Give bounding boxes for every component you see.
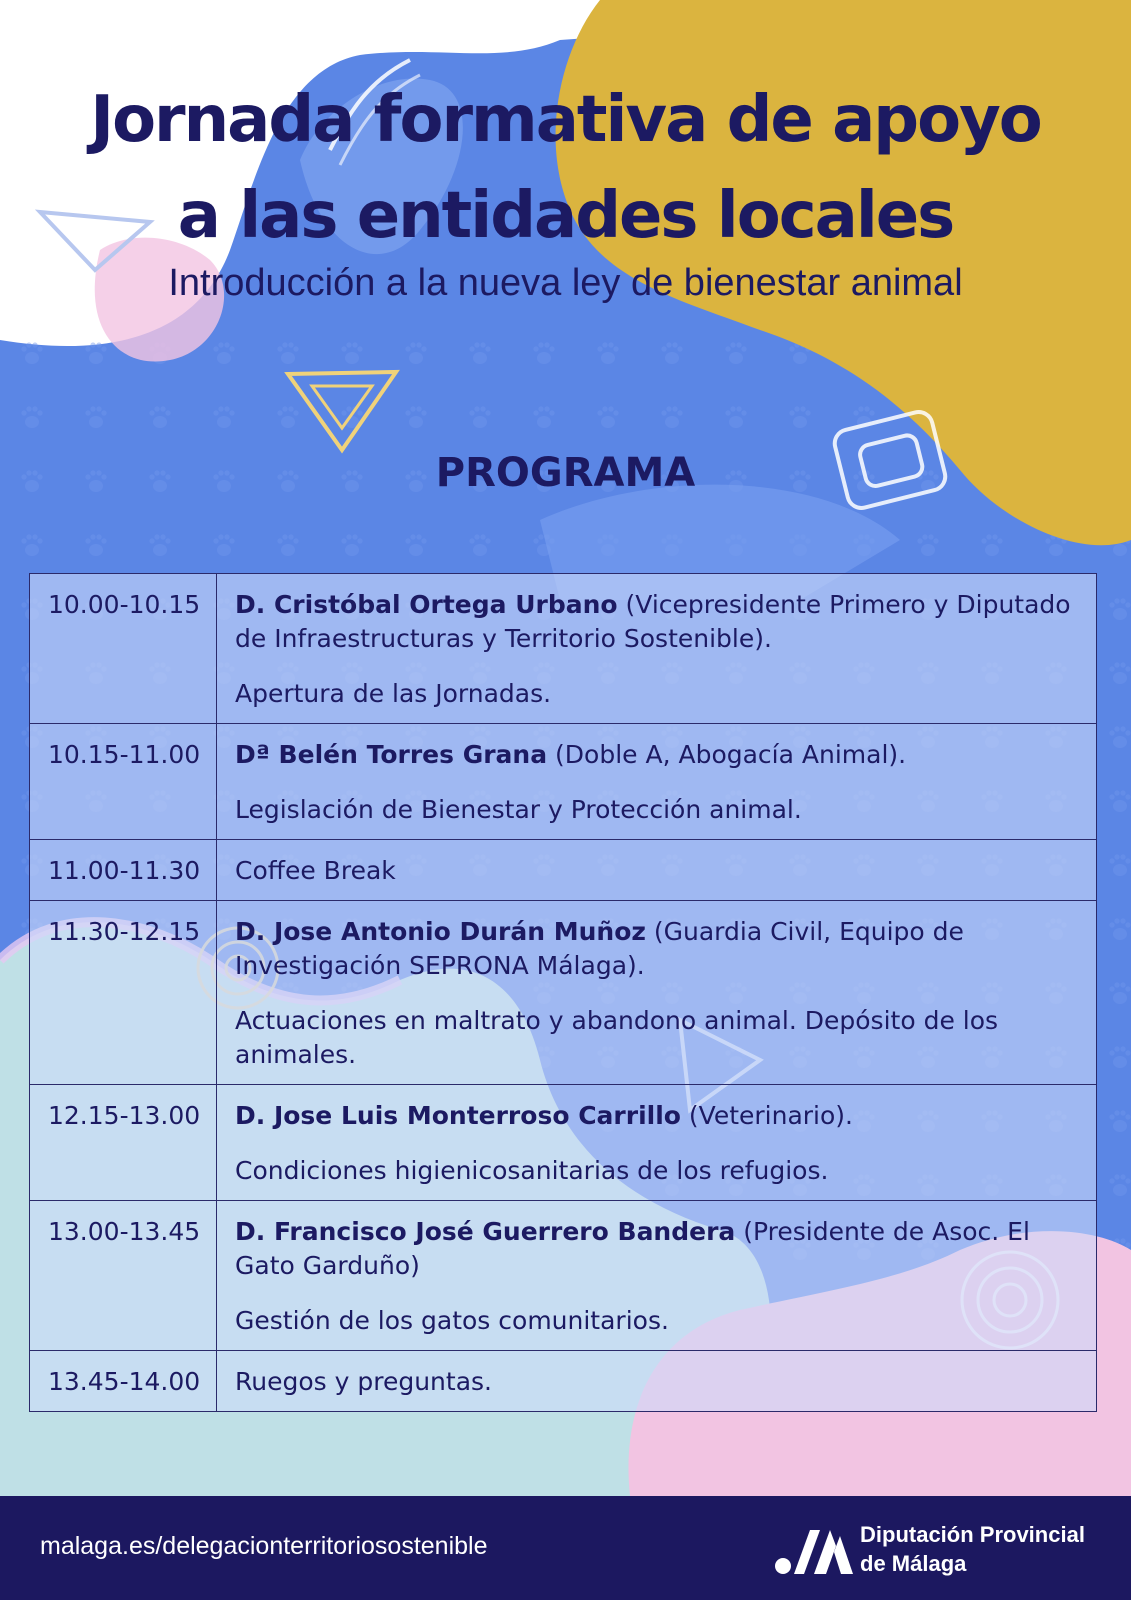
logo-text (860, 1520, 1085, 1578)
diputacion-logo-icon (774, 1524, 854, 1576)
speaker-role: (Guardia Civil, Equipo de Investigación SEPRONA Málaga). (235, 917, 964, 980)
title-line-1: Jornada formativa de apoyo (90, 83, 1041, 157)
section-title: PROGRAMA (435, 450, 696, 496)
table-row (30, 840, 1097, 901)
time-cell: 11.30-12.15 (30, 901, 217, 1085)
org-name-line-1: Diputación Provincial (860, 1522, 1085, 1547)
footer-link[interactable]: malaga.es/delegacionterritoriosostenible (40, 1532, 488, 1560)
content-cell (217, 1351, 1097, 1412)
content-cell (217, 901, 1097, 1085)
table-row (30, 901, 1097, 1085)
time-cell: 12.15-13.00 (30, 1085, 217, 1201)
speaker-name: D. Jose Luis Monterroso Carrillo (235, 1101, 681, 1130)
speaker-role: (Presidente de Asoc. El Gato Garduño) (235, 1217, 1030, 1280)
time-cell: 10.15-11.00 (30, 724, 217, 840)
page-subtitle: Introducción a la nueva ley de bienestar animal (168, 262, 963, 304)
schedule-table (29, 573, 1097, 1412)
page-title (0, 72, 1131, 264)
speaker-name: D. Cristóbal Ortega Urbano (235, 590, 618, 619)
table-row (30, 724, 1097, 840)
speaker-name: Dª Belén Torres Grana (235, 740, 548, 769)
table-row (30, 1351, 1097, 1412)
agenda-text: Coffee Break (235, 856, 396, 885)
speaker-role: (Vicepresidente Primero y Diputado de Infraestructuras y Territorio Sostenible). (235, 590, 1071, 653)
time-cell: 13.00-13.45 (30, 1201, 217, 1351)
content-cell (217, 724, 1097, 840)
table-row (30, 1085, 1097, 1201)
speaker-role: (Veterinario). (680, 1101, 854, 1130)
talk-title: Apertura de las Jornadas. (235, 679, 552, 708)
talk-title: Legislación de Bienestar y Protección animal. (235, 795, 802, 824)
table-row (30, 1201, 1097, 1351)
footer-bar (0, 1496, 1131, 1600)
speaker-role: (Doble A, Abogacía Animal). (547, 740, 907, 769)
talk-title: Gestión de los gatos comunitarios. (235, 1306, 669, 1335)
time-cell: 10.00-10.15 (30, 574, 217, 724)
content-cell (217, 1201, 1097, 1351)
agenda-text: Ruegos y preguntas. (235, 1367, 492, 1396)
diputacion-logo (774, 1516, 1114, 1582)
content-cell (217, 1085, 1097, 1201)
content-cell (217, 574, 1097, 724)
speaker-name: D. Jose Antonio Durán Muñoz (235, 917, 646, 946)
speaker-name: D. Francisco José Guerrero Bandera (235, 1217, 736, 1246)
title-line-2: a las entidades locales (177, 179, 954, 253)
time-cell: 13.45-14.00 (30, 1351, 217, 1412)
table-row (30, 574, 1097, 724)
content-cell (217, 840, 1097, 901)
talk-title: Condiciones higienicosanitarias de los refugios. (235, 1156, 829, 1185)
talk-title: Actuaciones en maltrato y abandono animal. Depósito de los animales. (235, 1006, 999, 1069)
time-cell: 11.00-11.30 (30, 840, 217, 901)
org-name-line-2: de Málaga (860, 1551, 967, 1576)
